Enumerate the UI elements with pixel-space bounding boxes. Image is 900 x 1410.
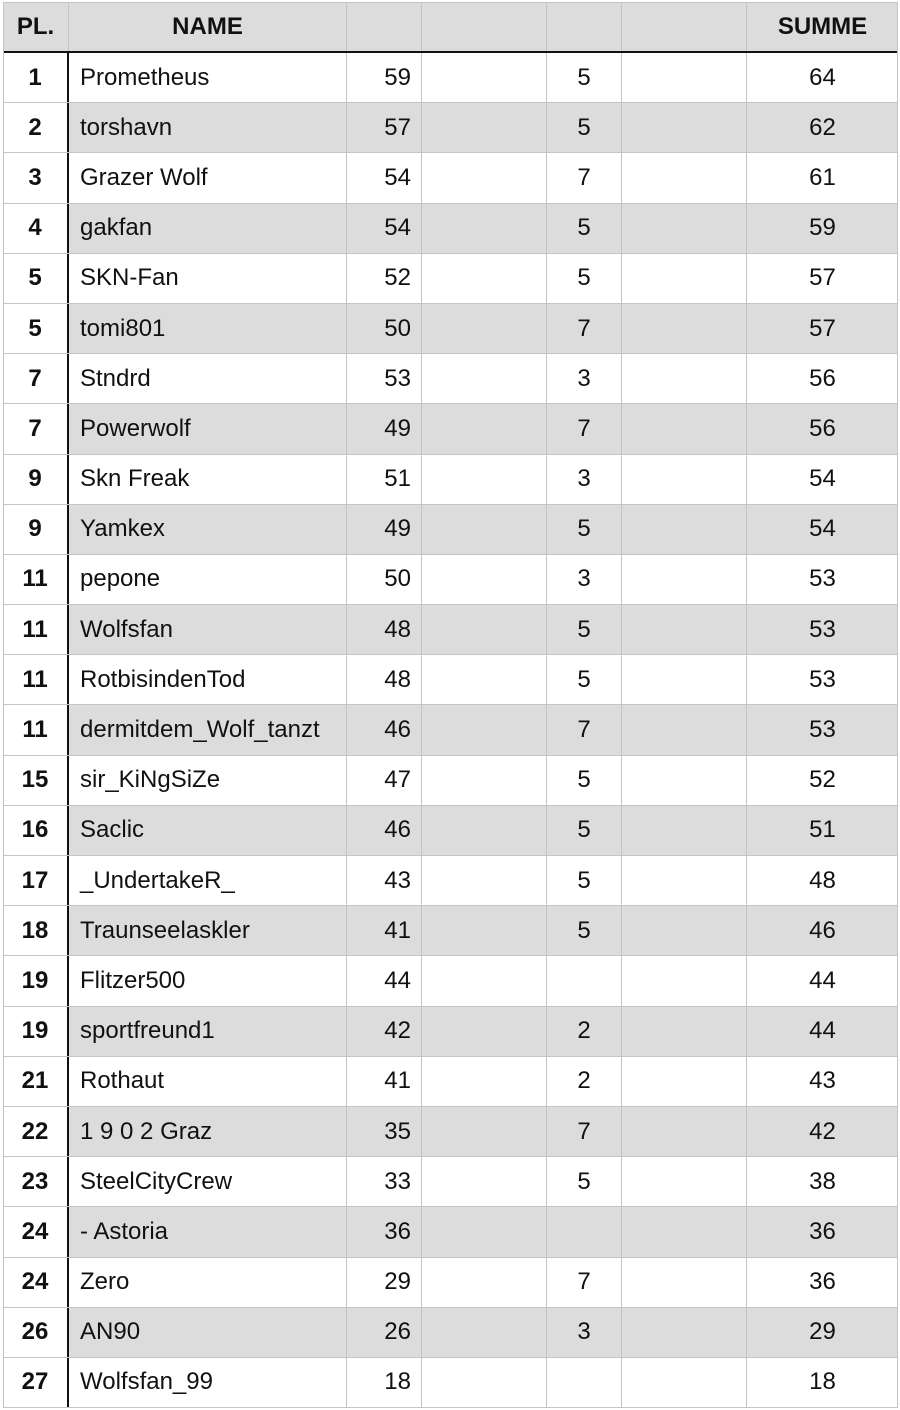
sum-cell: 54	[809, 465, 836, 493]
sum-cell: 54	[747, 505, 898, 554]
empty-cell	[622, 956, 747, 1005]
bonus-cell: 5	[547, 856, 622, 905]
bonus-cell	[547, 956, 622, 1005]
name-cell: Zero	[69, 1258, 347, 1307]
name-cell: Rothaut	[69, 1057, 347, 1106]
place-cell: 1	[3, 53, 69, 102]
points-cell: 54	[347, 153, 422, 202]
empty-cell	[422, 53, 547, 102]
empty-cell	[622, 455, 747, 504]
empty-cell	[422, 404, 547, 453]
table-row[interactable]	[3, 655, 898, 705]
empty-cell	[422, 103, 547, 152]
sum-cell: 53	[809, 565, 836, 593]
name-cell: pepone	[69, 555, 347, 604]
name-cell: - Astoria	[69, 1207, 347, 1256]
points-cell: 36	[347, 1207, 422, 1256]
table-row[interactable]	[3, 1007, 898, 1057]
place-cell: 4	[3, 204, 69, 253]
name-cell: gakfan	[69, 204, 347, 253]
empty-cell	[422, 1107, 547, 1156]
name-cell: RotbisindenTod	[69, 655, 347, 704]
empty-cell	[422, 354, 547, 403]
header-col3[interactable]	[347, 2, 422, 51]
empty-cell	[422, 505, 547, 554]
place-cell: 7	[3, 404, 69, 453]
header-sum[interactable]: SUMME	[747, 2, 898, 51]
sum-cell: 48	[809, 866, 836, 894]
empty-cell	[422, 254, 547, 303]
sum-cell: 53	[747, 705, 898, 754]
empty-cell	[422, 705, 547, 754]
empty-cell	[422, 1007, 547, 1056]
sum-cell: 18	[809, 1368, 836, 1396]
place-cell: 24	[3, 1258, 69, 1307]
place-cell: 19	[3, 956, 69, 1005]
empty-cell	[622, 1207, 747, 1256]
place-cell: 9	[3, 455, 69, 504]
points-cell: 46	[347, 705, 422, 754]
ranking-table	[3, 2, 898, 1408]
empty-cell	[422, 906, 547, 955]
points-cell: 43	[347, 856, 422, 905]
empty-cell	[622, 1157, 747, 1206]
name-cell: dermitdem_Wolf_tanzt	[69, 705, 347, 754]
empty-cell	[422, 655, 547, 704]
bonus-cell: 5	[547, 1157, 622, 1206]
sum-cell: 53	[747, 605, 898, 654]
empty-cell	[622, 1308, 747, 1357]
sum-cell: 36	[809, 1268, 836, 1296]
empty-cell	[422, 1258, 547, 1307]
name-cell: Stndrd	[69, 354, 347, 403]
empty-cell	[622, 806, 747, 855]
empty-cell	[622, 1358, 747, 1407]
place-cell: 3	[3, 153, 69, 202]
empty-cell	[622, 505, 747, 554]
table-row[interactable]	[3, 455, 898, 505]
table-header-row	[3, 2, 898, 53]
bonus-cell: 3	[547, 455, 622, 504]
bonus-cell: 3	[547, 1308, 622, 1357]
empty-cell	[422, 1358, 547, 1407]
empty-cell	[622, 605, 747, 654]
sum-cell: 38	[809, 1167, 836, 1195]
name-cell: tomi801	[69, 304, 347, 353]
sum-cell: 36	[747, 1207, 898, 1256]
place-cell: 7	[3, 354, 69, 403]
table-row[interactable]	[3, 505, 898, 555]
bonus-cell: 5	[547, 254, 622, 303]
bonus-cell: 5	[547, 204, 622, 253]
name-cell: Yamkex	[69, 505, 347, 554]
bonus-cell: 5	[547, 605, 622, 654]
empty-cell	[622, 705, 747, 754]
place-cell: 2	[3, 103, 69, 152]
bonus-cell	[547, 1207, 622, 1256]
table-row[interactable]	[3, 1308, 898, 1358]
bonus-cell: 7	[547, 404, 622, 453]
table-row[interactable]	[3, 254, 898, 304]
sum-cell: 59	[747, 204, 898, 253]
sum-cell: 56	[747, 404, 898, 453]
empty-cell	[422, 1308, 547, 1357]
name-cell: _UndertakeR_	[69, 856, 347, 905]
sum-cell: 57	[809, 264, 836, 292]
empty-cell	[422, 956, 547, 1005]
place-cell: 11	[3, 555, 69, 604]
place-cell: 5	[3, 304, 69, 353]
table-row[interactable]	[3, 1107, 898, 1157]
sum-cell: 46	[747, 906, 898, 955]
points-cell: 52	[347, 254, 422, 303]
sum-cell: 29	[747, 1308, 898, 1357]
place-cell: 11	[3, 655, 69, 704]
table-row[interactable]	[3, 204, 898, 254]
empty-cell	[422, 856, 547, 905]
points-cell: 33	[347, 1157, 422, 1206]
sum-cell: 53	[809, 665, 836, 693]
empty-cell	[622, 1107, 747, 1156]
bonus-cell	[547, 1358, 622, 1407]
points-cell: 44	[347, 956, 422, 1005]
table-row[interactable]	[3, 404, 898, 454]
points-cell: 50	[347, 555, 422, 604]
bonus-cell: 7	[547, 705, 622, 754]
table-row[interactable]	[3, 53, 898, 103]
empty-cell	[422, 204, 547, 253]
header-place[interactable]: PL.	[3, 2, 69, 51]
table-row[interactable]	[3, 956, 898, 1006]
place-cell: 24	[3, 1207, 69, 1256]
name-cell: Wolfsfan	[69, 605, 347, 654]
bonus-cell: 7	[547, 1258, 622, 1307]
header-name[interactable]: NAME	[69, 2, 347, 51]
sum-cell: 44	[809, 966, 836, 994]
points-cell: 53	[347, 354, 422, 403]
points-cell: 42	[347, 1007, 422, 1056]
place-cell: 26	[3, 1308, 69, 1357]
points-cell: 41	[347, 1057, 422, 1106]
empty-cell	[622, 906, 747, 955]
name-cell: Flitzer500	[69, 956, 347, 1005]
name-cell: AN90	[69, 1308, 347, 1357]
bonus-cell: 5	[547, 53, 622, 102]
empty-cell	[622, 254, 747, 303]
points-cell: 41	[347, 906, 422, 955]
sum-cell: 57	[747, 304, 898, 353]
table-row[interactable]	[3, 705, 898, 755]
header-col5[interactable]	[547, 2, 622, 51]
points-cell: 47	[347, 756, 422, 805]
place-cell: 23	[3, 1157, 69, 1206]
bonus-cell: 2	[547, 1057, 622, 1106]
bonus-cell: 7	[547, 153, 622, 202]
sum-cell: 44	[747, 1007, 898, 1056]
sum-cell: 43	[809, 1067, 836, 1095]
empty-cell	[622, 354, 747, 403]
bonus-cell: 5	[547, 505, 622, 554]
empty-cell	[622, 153, 747, 202]
points-cell: 49	[347, 505, 422, 554]
sum-cell: 56	[809, 364, 836, 392]
header-col6[interactable]	[622, 2, 747, 51]
place-cell: 18	[3, 906, 69, 955]
empty-cell	[422, 1057, 547, 1106]
empty-cell	[622, 856, 747, 905]
place-cell: 5	[3, 254, 69, 303]
name-cell: Saclic	[69, 806, 347, 855]
points-cell: 18	[347, 1358, 422, 1407]
points-cell: 48	[347, 605, 422, 654]
bonus-cell: 7	[547, 1107, 622, 1156]
empty-cell	[622, 1258, 747, 1307]
table-row[interactable]	[3, 304, 898, 354]
bonus-cell: 5	[547, 655, 622, 704]
place-cell: 21	[3, 1057, 69, 1106]
table-row[interactable]	[3, 1258, 898, 1308]
table-row[interactable]	[3, 354, 898, 404]
name-cell: sir_KiNgSiZe	[69, 756, 347, 805]
bonus-cell: 5	[547, 103, 622, 152]
table-row[interactable]	[3, 1057, 898, 1107]
points-cell: 57	[347, 103, 422, 152]
sum-cell: 51	[747, 806, 898, 855]
empty-cell	[422, 756, 547, 805]
sum-cell: 62	[747, 103, 898, 152]
name-cell: Traunseelaskler	[69, 906, 347, 955]
table-row[interactable]	[3, 555, 898, 605]
empty-cell	[622, 404, 747, 453]
name-cell: 1 9 0 2 Graz	[69, 1107, 347, 1156]
points-cell: 26	[347, 1308, 422, 1357]
empty-cell	[422, 555, 547, 604]
points-cell: 54	[347, 204, 422, 253]
points-cell: 59	[347, 53, 422, 102]
name-cell: Prometheus	[69, 53, 347, 102]
empty-cell	[422, 806, 547, 855]
bonus-cell: 5	[547, 756, 622, 805]
points-cell: 29	[347, 1258, 422, 1307]
sum-cell: 61	[809, 163, 836, 191]
header-col4[interactable]	[422, 2, 547, 51]
empty-cell	[622, 53, 747, 102]
empty-cell	[422, 304, 547, 353]
empty-cell	[622, 1057, 747, 1106]
table-row[interactable]	[3, 756, 898, 806]
place-cell: 17	[3, 856, 69, 905]
name-cell: Powerwolf	[69, 404, 347, 453]
table-row[interactable]	[3, 856, 898, 906]
empty-cell	[622, 103, 747, 152]
name-cell: SKN-Fan	[69, 254, 347, 303]
points-cell: 48	[347, 655, 422, 704]
table-row[interactable]	[3, 1207, 898, 1257]
empty-cell	[622, 1007, 747, 1056]
name-cell: Grazer Wolf	[69, 153, 347, 202]
name-cell: Skn Freak	[69, 455, 347, 504]
sum-cell: 64	[809, 63, 836, 91]
place-cell: 15	[3, 756, 69, 805]
table-row[interactable]	[3, 153, 898, 203]
name-cell: Wolfsfan_99	[69, 1358, 347, 1407]
place-cell: 16	[3, 806, 69, 855]
table-row[interactable]	[3, 1157, 898, 1207]
sum-cell: 52	[809, 766, 836, 794]
empty-cell	[422, 1157, 547, 1206]
place-cell: 22	[3, 1107, 69, 1156]
name-cell: SteelCityCrew	[69, 1157, 347, 1206]
table-row[interactable]	[3, 1358, 898, 1408]
place-cell: 11	[3, 705, 69, 754]
empty-cell	[622, 655, 747, 704]
table-row[interactable]	[3, 605, 898, 655]
name-cell: torshavn	[69, 103, 347, 152]
empty-cell	[422, 605, 547, 654]
place-cell: 11	[3, 605, 69, 654]
empty-cell	[422, 1207, 547, 1256]
bonus-cell: 5	[547, 906, 622, 955]
points-cell: 50	[347, 304, 422, 353]
points-cell: 46	[347, 806, 422, 855]
table-body	[3, 53, 898, 1408]
bonus-cell: 2	[547, 1007, 622, 1056]
empty-cell	[622, 756, 747, 805]
points-cell: 35	[347, 1107, 422, 1156]
empty-cell	[622, 204, 747, 253]
bonus-cell: 5	[547, 806, 622, 855]
table-row[interactable]	[3, 906, 898, 956]
points-cell: 51	[347, 455, 422, 504]
sum-cell: 42	[747, 1107, 898, 1156]
table-row[interactable]	[3, 103, 898, 153]
place-cell: 27	[3, 1358, 69, 1407]
empty-cell	[422, 455, 547, 504]
bonus-cell: 7	[547, 304, 622, 353]
table-row[interactable]	[3, 806, 898, 856]
place-cell: 19	[3, 1007, 69, 1056]
name-cell: sportfreund1	[69, 1007, 347, 1056]
empty-cell	[622, 555, 747, 604]
bonus-cell: 3	[547, 555, 622, 604]
empty-cell	[622, 304, 747, 353]
bonus-cell: 3	[547, 354, 622, 403]
points-cell: 49	[347, 404, 422, 453]
place-cell: 9	[3, 505, 69, 554]
empty-cell	[422, 153, 547, 202]
